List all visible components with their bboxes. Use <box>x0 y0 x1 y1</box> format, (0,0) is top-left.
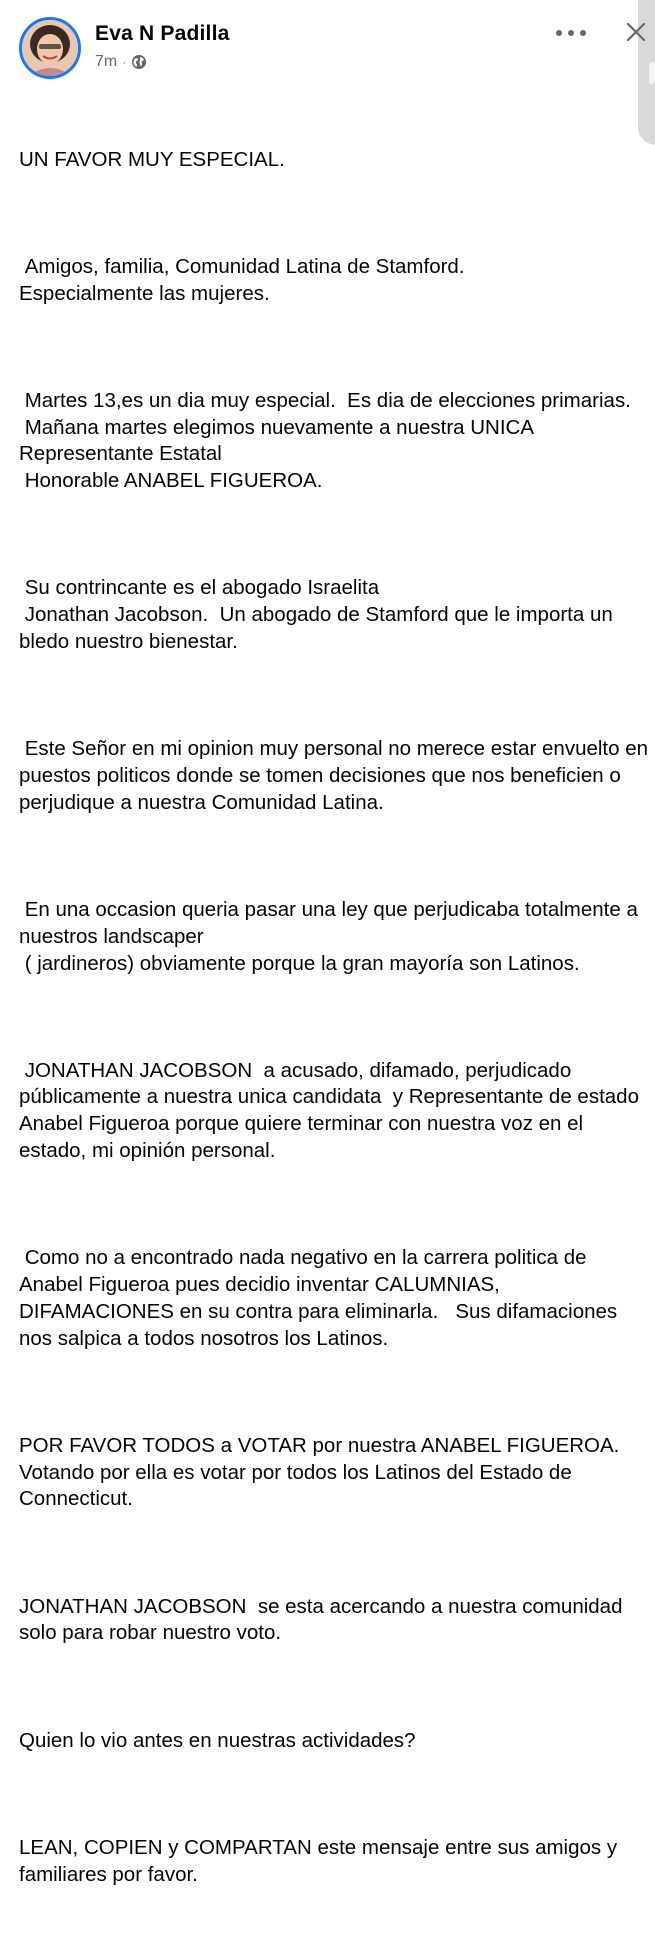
post-paragraph: POR FAVOR TODOS a VOTAR por nuestra ANABEL FIGUEROA. Votando por ella es votar por todos los Latinos del Estado de Connecticut. <box>19 1433 631 1511</box>
post-time[interactable]: 7m <box>95 53 118 70</box>
post-text <box>19 93 654 1942</box>
post-header <box>0 0 655 90</box>
post-paragraph: Como no a encontrado nada negativo en la carrera politica de Anabel Figueroa pues decidio inventar CALUMNIAS, DIFAMACIONES en su contra para eliminarla. Sus difamaciones nos salpica a todos nosotros los Latinos. <box>19 1246 623 1350</box>
close-icon[interactable] <box>624 18 648 46</box>
post-paragraph: Quien lo vio antes en nuestras actividades? <box>19 1728 416 1752</box>
post-paragraph: Amigos, familia, Comunidad Latina de Stamford. Especialmente las mujeres. <box>19 254 465 305</box>
post-paragraph: Martes 13,es un dia muy especial. Es dia de elecciones primarias. Mañana martes elegimos nuevamente a nuestra UNICA Representante Estatal Honorable ANABEL FIGUEROA. <box>19 388 631 493</box>
post-paragraph: JONATHAN JACOBSON a acusado, difamado, perjudicado públicamente a nuestra unica candidata y Representante de estado Anabel Figueroa porque quiere terminar con nuestra voz en el estado, mi opinión personal. <box>19 1058 644 1163</box>
post-paragraph: LEAN, COPIEN y COMPARTAN este mensaje entre sus amigos y familiares por favor. <box>19 1835 623 1886</box>
post-paragraph: UN FAVOR MUY ESPECIAL. <box>19 147 285 171</box>
more-options-icon[interactable] <box>556 24 586 42</box>
post-paragraph: Su contrincante es el abogado Israelita Jonathan Jacobson. Un abogado de Stamford que le importa un bledo nuestro bienestar. <box>19 576 613 653</box>
post-paragraph: JONATHAN JACOBSON se esta acercando a nuestra comunidad solo para robar nuestro voto. <box>19 1594 629 1645</box>
avatar-photo <box>22 20 78 76</box>
avatar[interactable] <box>19 17 81 79</box>
post-paragraph: Este Señor en mi opinion muy personal no merece estar envuelto en puestos politicos donde se tomen decisiones que nos beneficien o perjudique a nuestra Comunidad Latina. <box>19 737 654 814</box>
post-meta <box>95 53 147 71</box>
globe-icon <box>131 54 147 70</box>
meta-separator: · <box>122 55 127 69</box>
author-name[interactable]: Eva N Padilla <box>95 22 230 45</box>
post-paragraph: En una occasion queria pasar una ley que perjudicaba totalmente a nuestros landscaper ( jardineros) obviamente porque la gran mayoría son Latinos. <box>19 897 638 975</box>
